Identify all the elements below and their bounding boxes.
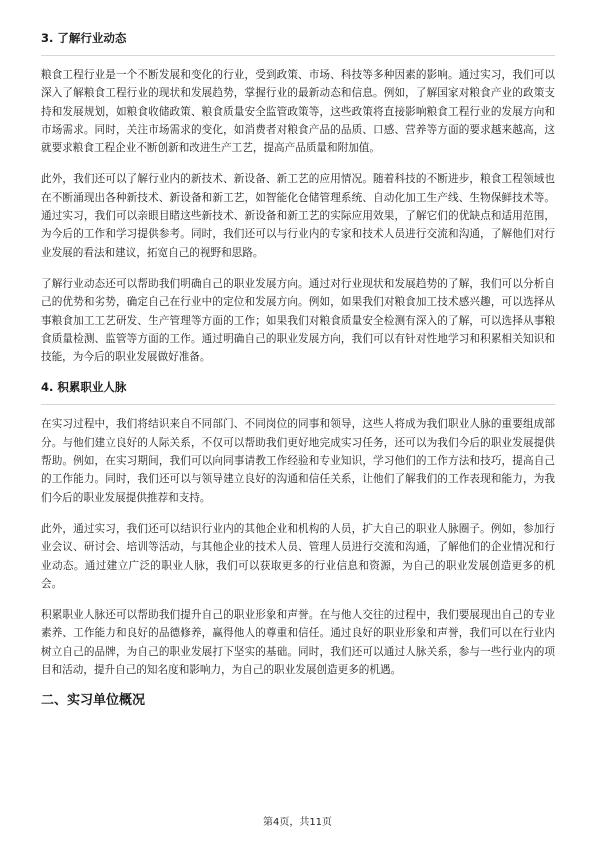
section-heading-industry-trends: 3. 了解行业动态 [41,31,127,45]
page-number: 第4页，共11页 [262,817,333,828]
paragraph: 了解行业动态还可以帮助我们明确自己的职业发展方向。通过对行业现状和发展趋势的了解，我们可以分析自己的优势和劣势，确定自己在行业中的定位和发展方向。例如，如果我们对粮食加工技术感兴趣，可以选择从事粮食加工工艺研发、生产管理等方面的工作；如果我们对粮食质量安全检测有深入的了解，可以选择从事粮食质量检测、监管等方面的工作。通过明确自己的职业发展方向，我们可以有针对性地学习和积累相关知识和技能，为今后的职业发展做好准备。 [41,277,555,364]
paragraph: 粮食工程行业是一个不断发展和变化的行业，受到政策、市场、科技等多种因素的影响。通过实习，我们可以深入了解粮食工程行业的现状和发展趋势，掌握行业的最新动态和信息。例如，了解国家对粮食产业的政策支持和发展规划，如粮食收储政策、粮食质量安全监管政策等，这些政策将直接影响粮食工程行业的发展方向和市场需求。同时，关注市场需求的变化，如消费者对粮食产品的品质、口感、营养等方面的要求越来越高，这就要求粮食工程企业不断创新和改进生产工艺，提高产品质量和附加值。 [41,69,555,155]
section-heading-networking: 4. 积累职业人脉 [41,380,127,395]
document-page [41,20,555,710]
section-divider [41,55,555,56]
section-divider [41,404,555,405]
paragraph: 在实习过程中，我们将结识来自不同部门、不同岗位的同事和领导，这些人将成为我们职业人脉的重要组成部分。与他们建立良好的人际关系，不仅可以帮助我们更好地完成实习任务，还可以为我们今后的职业发展提供帮助。例如，在实习期间，我们可以向同事请教工作经验和专业知识，学习他们的工作方法和技巧，提高自己的工作能力。同时，我们还可以与领导建立良好的沟通和信任关系，让他们了解我们的工作表现和能力，为我们今后的职业发展提供推荐和支持。 [41,418,555,504]
chapter-heading-internship-unit: 二、实习单位概况 [41,693,146,709]
paragraph: 此外，我们还可以了解行业内的新技术、新设备、新工艺的应用情况。随着科技的不断进步，粮食工程领域也在不断涌现出各种新技术、新设备和新工艺，如智能化仓储管理系统、自动化加工生产线、生物保鲜技术等。通过实习，我们可以亲眼目睹这些新技术、新设备和新工艺的实际应用效果，了解它们的优缺点和适用范围，为今后的工作和学习提供参考。同时，我们还可以与行业内的专家和技术人员进行交流和沟通，了解他们对行业发展的看法和建议，拓宽自己的视野和思路。 [41,173,555,259]
paragraph: 此外，通过实习，我们还可以结识行业内的其他企业和机构的人员，扩大自己的职业人脉圈子。例如，参加行业会议、研讨会、培训等活动，与其他企业的技术人员、管理人员进行交流和沟通，了解他们的企业情况和行业动态。通过建立广泛的职业人脉，我们可以获取更多的行业信息和资源，为自己的职业发展创造更多的机会。 [41,522,555,590]
paragraph: 积累职业人脉还可以帮助我们提升自己的职业形象和声誉。在与他人交往的过程中，我们要展现出自己的专业素养、工作能力和良好的品德修养，赢得他人的尊重和信任。通过良好的职业形象和声誉，我们可以在行业内树立自己的品牌，为自己的职业发展打下坚实的基础。同时，我们还可以通过人脉关系，参与一些行业内的项目和活动，提升自己的知名度和影响力，为自己的职业发展创造更多的机遇。 [41,609,555,677]
